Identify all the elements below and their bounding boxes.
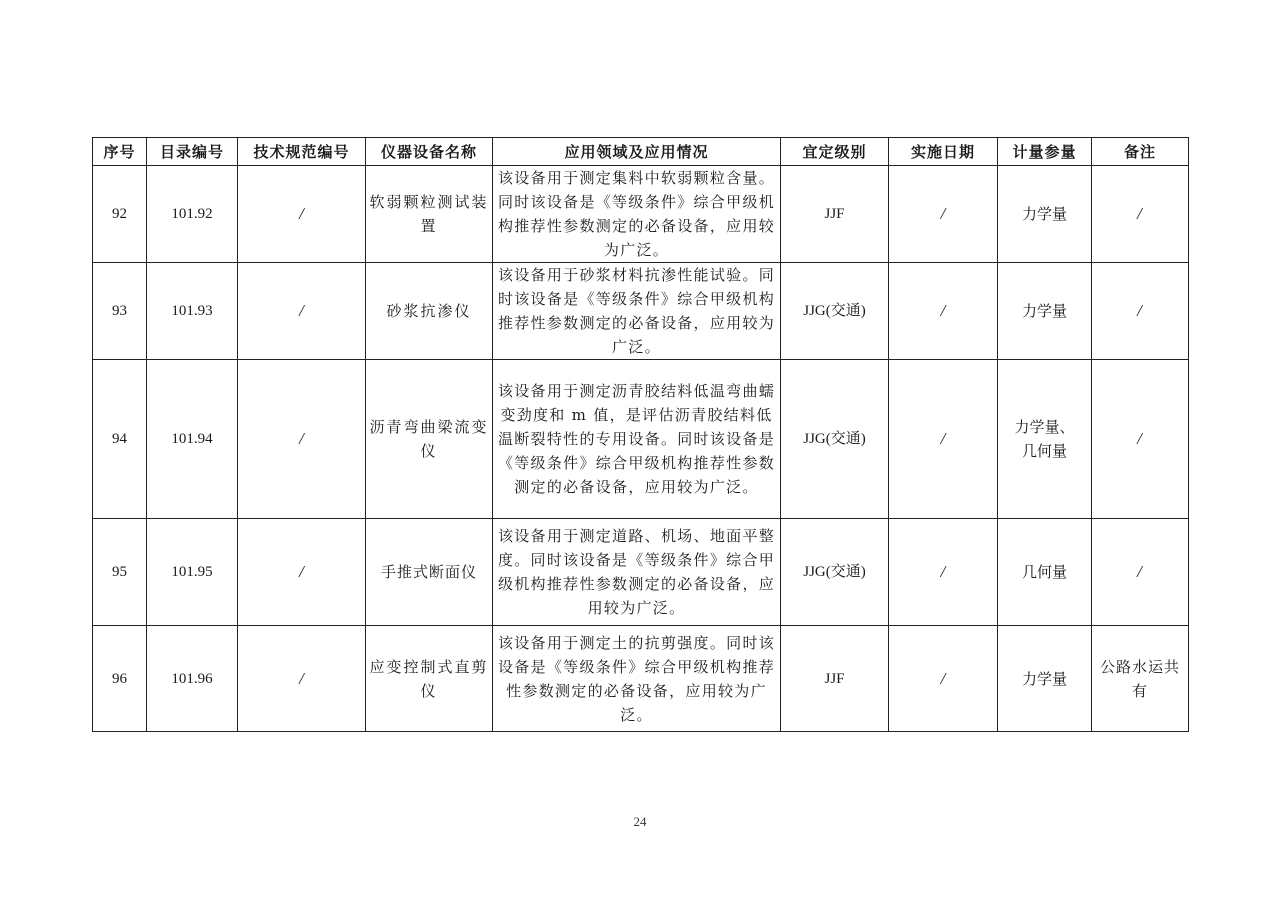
cell-parameter: 几何量 bbox=[998, 519, 1092, 626]
cell-date-value: / bbox=[940, 301, 946, 320]
cell-parameter: 力学量 bbox=[998, 263, 1092, 360]
cell-date bbox=[889, 263, 998, 360]
cell-spec-value: / bbox=[299, 301, 304, 320]
table-row bbox=[93, 360, 1189, 519]
cell-date-value: / bbox=[940, 562, 946, 581]
cell-catalog-no: 101.93 bbox=[147, 263, 238, 360]
header-date: 实施日期 bbox=[889, 138, 998, 166]
cell-spec-no bbox=[238, 263, 366, 360]
cell-level: JJG(交通) bbox=[781, 263, 889, 360]
cell-spec-value: / bbox=[299, 204, 304, 223]
table-row bbox=[93, 263, 1189, 360]
cell-spec-value: / bbox=[299, 668, 304, 688]
table-row bbox=[93, 626, 1189, 732]
cell-spec-no bbox=[238, 626, 366, 732]
cell-parameter: 力学量、几何量 bbox=[998, 360, 1092, 519]
cell-remark-value: / bbox=[1137, 429, 1143, 448]
cell-serial: 92 bbox=[93, 166, 147, 263]
table-row bbox=[93, 519, 1189, 626]
cell-equipment-name: 沥青弯曲梁流变仪 bbox=[366, 360, 493, 519]
cell-serial: 96 bbox=[93, 626, 147, 732]
cell-serial: 93 bbox=[93, 263, 147, 360]
header-application: 应用领域及应用情况 bbox=[493, 138, 781, 166]
cell-serial: 95 bbox=[93, 519, 147, 626]
cell-remark-value: / bbox=[1137, 204, 1143, 223]
cell-level: JJG(交通) bbox=[781, 360, 889, 519]
page-number: 24 bbox=[633, 814, 647, 829]
cell-spec-no bbox=[238, 166, 366, 263]
cell-parameter: 力学量 bbox=[998, 626, 1092, 732]
cell-remark bbox=[1092, 360, 1189, 519]
cell-date bbox=[889, 626, 998, 732]
header-remark: 备注 bbox=[1092, 138, 1189, 166]
cell-remark bbox=[1092, 263, 1189, 360]
cell-date-value: / bbox=[940, 429, 946, 448]
cell-application: 该设备用于测定沥青胶结料低温弯曲蠕变劲度和 m 值，是评估沥青胶结料低温断裂特性的专用设备。同时该设备是《等级条件》综合甲级机构推荐性参数测定的必备设备，应用较为广泛。 bbox=[493, 360, 781, 519]
cell-application: 该设备用于测定集料中软弱颗粒含量。同时该设备是《等级条件》综合甲级机构推荐性参数测定的必备设备，应用较为广泛。 bbox=[493, 166, 781, 263]
header-serial: 序号 bbox=[93, 138, 147, 166]
cell-catalog-no: 101.92 bbox=[147, 166, 238, 263]
cell-equipment-name: 软弱颗粒测试装置 bbox=[366, 166, 493, 263]
header-level: 宜定级别 bbox=[781, 138, 889, 166]
cell-catalog-no: 101.94 bbox=[147, 360, 238, 519]
cell-level: JJF bbox=[781, 626, 889, 732]
cell-remark bbox=[1092, 519, 1189, 626]
table-row bbox=[93, 166, 1189, 263]
cell-date bbox=[889, 166, 998, 263]
cell-level: JJG(交通) bbox=[781, 519, 889, 626]
header-equipment-name: 仪器设备名称 bbox=[366, 138, 493, 166]
cell-application: 该设备用于测定土的抗剪强度。同时该设备是《等级条件》综合甲级机构推荐性参数测定的必备设备，应用较为广泛。 bbox=[493, 626, 781, 732]
cell-remark-value: / bbox=[1137, 562, 1143, 581]
cell-spec-value: / bbox=[299, 429, 304, 448]
cell-parameter: 力学量 bbox=[998, 166, 1092, 263]
cell-date bbox=[889, 360, 998, 519]
cell-application: 该设备用于砂浆材料抗渗性能试验。同时该设备是《等级条件》综合甲级机构推荐性参数测定的必备设备，应用较为广泛。 bbox=[493, 263, 781, 360]
cell-date-value: / bbox=[940, 204, 946, 223]
cell-date-value: / bbox=[940, 668, 946, 688]
cell-equipment-name: 砂浆抗渗仪 bbox=[366, 263, 493, 360]
equipment-table bbox=[92, 137, 1189, 732]
header-catalog-no: 目录编号 bbox=[147, 138, 238, 166]
cell-date bbox=[889, 519, 998, 626]
cell-serial: 94 bbox=[93, 360, 147, 519]
cell-spec-value: / bbox=[299, 562, 304, 581]
table-header-row bbox=[93, 138, 1189, 166]
header-parameter: 计量参量 bbox=[998, 138, 1092, 166]
cell-equipment-name: 应变控制式直剪仪 bbox=[366, 626, 493, 732]
cell-level: JJF bbox=[781, 166, 889, 263]
cell-catalog-no: 101.96 bbox=[147, 626, 238, 732]
cell-remark bbox=[1092, 166, 1189, 263]
cell-equipment-name: 手推式断面仪 bbox=[366, 519, 493, 626]
cell-application: 该设备用于测定道路、机场、地面平整度。同时该设备是《等级条件》综合甲级机构推荐性参数测定的必备设备，应用较为广泛。 bbox=[493, 519, 781, 626]
cell-catalog-no: 101.95 bbox=[147, 519, 238, 626]
cell-spec-no bbox=[238, 519, 366, 626]
header-spec-no: 技术规范编号 bbox=[238, 138, 366, 166]
cell-remark: 公路水运共有 bbox=[1092, 626, 1189, 732]
cell-spec-no bbox=[238, 360, 366, 519]
cell-remark-value: / bbox=[1137, 301, 1143, 320]
